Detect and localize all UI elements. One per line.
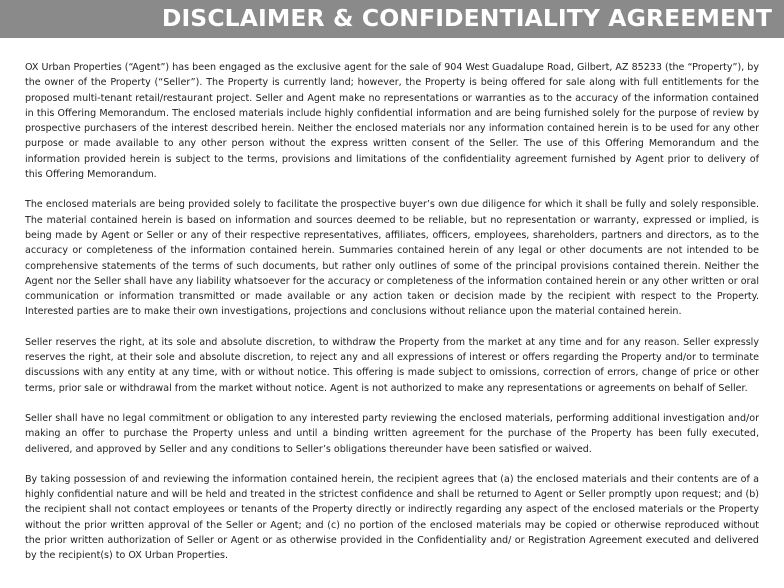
paragraph-no-obligation: Seller shall have no legal commitment or obligation to any interested party reviewing the enclosed materials, performing additional investigation and/or making an offer to purchase the Property unless and until a binding written agreement for the purchase of the Property has been fully executed, delivered, and approved by Seller and any conditions to Seller’s obligations thereunder have been satisfied or waived. — [25, 412, 759, 455]
paragraph-agent-engagement: OX Urban Properties (“Agent”) has been engaged as the exclusive agent for the sale of 904 West Guadalupe Road, Gilbert, AZ 85233 (the “Property”), by the owner of the Property (“Seller”). The Property is currently land; however, the Property is being offered for sale along with full entitlements for the proposed multi-tenant retail/restaurant project. Seller and Agent make no representations or warranties as to the accuracy of the information contained in this Offering Memorandum. The enclosed materials include highly confidential information and are being furnished solely for the purpose of review by prospective purchasers of the interest described herein. Neither the enclosed materials nor any information contained herein is to be used for any other purpose or made available to any other person without the express written consent of the Seller. The use of this Offering Memorandum and the information provided herein is subject to the terms, provisions and limitations of the confidentiality agreement furnished by Agent prior to delivery of this Offering Memorandum. — [25, 62, 759, 181]
page-title: DISCLAIMER & CONFIDENTIALITY AGREEMENT — [161, 4, 772, 32]
paragraph-due-diligence: The enclosed materials are being provided solely to facilitate the prospective buyer’s own due diligence for which it shall be fully and solely responsible. The material contained herein is based on information and sources deemed to be reliable, but no representation or warranty, expressed or implied, is being made by Agent or Seller or any of their respective representatives, affiliates, officers, employees, shareholders, partners and directors, as to the accuracy or completeness of the information contained herein. Summaries contained herein of any legal or other documents are not intended to be comprehensive statements of the terms of such documents, but rather only outlines of some of the principal provisions contained therein. Neither the Agent nor the Seller shall have any liability whatsoever for the accuracy or completeness of the information contained herein or any other written or oral communication or information transmitted or made available or any action taken or decision made by the recipient with respect to the Property. Interested parties are to make their own investigations, projections and conclusions without reliance upon the material contained herein. — [25, 199, 759, 318]
paragraph-seller-rights: Seller reserves the right, at its sole and absolute discretion, to withdraw the Property from the market at any time and for any reason. Seller expressly reserves the right, at their sole and absolute discretion, to reject any and all expressions of interest or offers regarding the Property and/or to terminate discussions with any entity at any time, with or without notice. This offering is made subject to omissions, correction of errors, change of price or other terms, prior sale or withdrawal from the market without notice. Agent is not authorized to make any representations or agreements on behalf of Seller. — [25, 336, 759, 394]
title-banner — [0, 0, 784, 38]
paragraph-confidentiality-terms: By taking possession of and reviewing the information contained herein, the recipient agrees that (a) the enclosed materials and their contents are of a highly confidential nature and will be held and treated in the strictest confidence and shall be returned to Agent or Seller promptly upon request; and (b) the recipient shall not contact employees or tenants of the Property directly or indirectly regarding any aspect of the enclosed materials or the Property without the prior written approval of the Seller or Agent; and (c) no portion of the enclosed materials may be copied or otherwise reproduced without the prior written authorization of Seller or Agent or as otherwise provided in the Confidentiality and/ or Registration Agreement executed and delivered by the recipient(s) to OX Urban Properties. — [25, 473, 759, 562]
disclaimer-body — [25, 60, 759, 579]
